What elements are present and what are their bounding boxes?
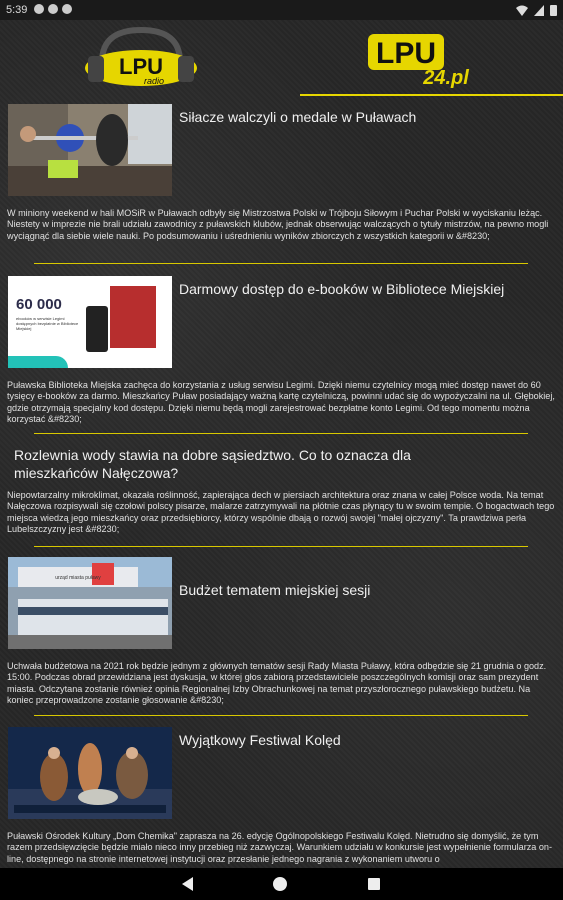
svg-text:urząd miasta puławy: urząd miasta puławy — [55, 575, 101, 581]
header-divider — [300, 94, 563, 96]
ebook-promo-image — [8, 276, 172, 368]
promo-number: 60 000 — [16, 296, 62, 313]
article-title[interactable]: Darmowy dostęp do e-booków w Bibliotece Miejskiej — [179, 281, 505, 297]
tablet-image — [110, 286, 156, 348]
article-thumbnail[interactable] — [8, 276, 172, 368]
promo-wave — [8, 356, 68, 368]
system-icons — [516, 4, 557, 16]
promo-caption: ebooków w serwisie Legimi dostępnych bezpłatnie w Bibliotece Miejskiej — [16, 316, 79, 331]
article-thumbnail[interactable] — [8, 727, 172, 819]
article-title[interactable]: Rozlewnia wody stawia na dobre sąsiedztwo. Co to oznacza dla mieszkańców Nałęczowa? — [14, 447, 411, 481]
article-thumbnail[interactable] — [8, 104, 172, 196]
status-time: 5:39 — [6, 4, 28, 16]
lpu24-logo[interactable] — [362, 30, 482, 88]
article-title[interactable]: Siłacze walczyli o medale w Puławach — [179, 109, 417, 125]
wifi-icon — [516, 5, 528, 16]
radio-logo[interactable] — [82, 26, 200, 88]
article-thumbnail[interactable] — [8, 557, 172, 649]
phone-image — [86, 306, 108, 352]
home-icon[interactable] — [273, 877, 287, 891]
svg-text:radio: radio — [143, 76, 165, 86]
article-excerpt: Uchwała budżetowa na 2021 rok będzie jednym z głównych tematów sesji Rady Miasta Puławy, która odbędzie się 21 grudnia o godz. 15:00. Podczas obrad przewidziana jest dyskusja, w której głos zabiorą przedstawiciele poszczególnych komisji oraz sam prezydent miasta. Odczytana zostanie również opinia Regionalnej Izby Obrachunkowej na temat przyszłorocznego puławskiego budżetu. Na koniec przeprowadzone zostanie głosowanie &#8230; — [7, 661, 547, 705]
separator — [34, 546, 528, 547]
navigation-bar — [0, 868, 563, 900]
separator — [34, 715, 528, 716]
article-title[interactable]: Budżet tematem miejskiej sesji — [179, 582, 371, 598]
article-excerpt: W miniony weekend w hali MOSiR w Puławach odbyły się Mistrzostwa Polski w Trójboju Siłowym i Puchar Polski w wyciskaniu leżąc. Niestety w imprezie nie brali udziału zawodnicy z puławskich klubów, jednak obserwując walczących o tytuły mistrzów, na pewno mogli wyciągnąć dla siebie wiele nauki. Po podsumowaniu i uśrednieniu wyników zbiorczych z wszystkich kategorii w &#8230; — [7, 208, 549, 241]
news-feed[interactable] — [0, 20, 563, 868]
svg-text:LPU: LPU — [376, 37, 436, 70]
recent-apps-icon[interactable] — [368, 878, 380, 890]
article-excerpt: Puławska Biblioteka Miejska zachęca do korzystania z usług serwisu Legimi. Dzięki niemu czytelnicy mogą mieć dostęp nawet do 60 tysięcy e-booków za darmo. Mieszkańcy Puław posiadający ważną kartę czytelniczą, powinni udać się do wypożyczalni na ul. Głębokiej, gdzie otrzymają specjalny kod dostępu. Dzięki niemu będą mogli zarejestrować bezpłatne konto Legimi. Od tego momentu można korzystać &#8230; — [7, 380, 555, 424]
signal-icon — [534, 5, 544, 16]
city-hall-photo — [8, 557, 172, 649]
status-bar — [0, 0, 563, 20]
separator — [34, 263, 528, 264]
separator — [34, 433, 528, 434]
back-icon[interactable] — [182, 877, 193, 891]
notification-icons — [34, 4, 72, 14]
article-excerpt: Niepowtarzalny mikroklimat, okazała roślinność, zapierająca dech w piersiach architektura oraz znana w całej Polsce woda. Na temat Nałęczowa rozpisywali się czołowi polscy pisarze, malarze zatrzymywali na płótnie czas płynący tu w swoim tempie. O bogactwach tego miejsca wiedzą jego mieszkańcy oraz przedsiębiorcy, którzy wspólnie dbają o rozwój swojej "małej ojczyzny". Ta prawdziwa perła Lubelszczyzny jest &#8230; — [7, 490, 555, 534]
gym-photo — [8, 104, 172, 196]
battery-icon — [550, 4, 557, 16]
article-excerpt: Puławski Ośrodek Kultury „Dom Chemika" zaprasza na 26. edycję Ogólnopolskiego Festiwalu Kolęd. Nietrudno się domyślić, że tym razem przedsięwzięcie będzie miało nieco inny przebieg niż zazwyczaj. Warunkiem udziału w konkursie jest wypełnienie formularza on-line, dostępnego na stronie internetowej instytucji oraz przesłanie jednego nagrania z wykonaniem utworu o — [7, 831, 553, 864]
notification-icon — [62, 4, 72, 14]
svg-text:24.pl: 24.pl — [423, 67, 469, 88]
header — [0, 20, 563, 100]
article-title[interactable]: Wyjątkowy Festiwal Kolęd — [179, 732, 341, 748]
notification-icon — [34, 4, 44, 14]
nativity-photo — [8, 727, 172, 819]
notification-icon — [48, 4, 58, 14]
svg-text:LPU: LPU — [119, 54, 163, 79]
